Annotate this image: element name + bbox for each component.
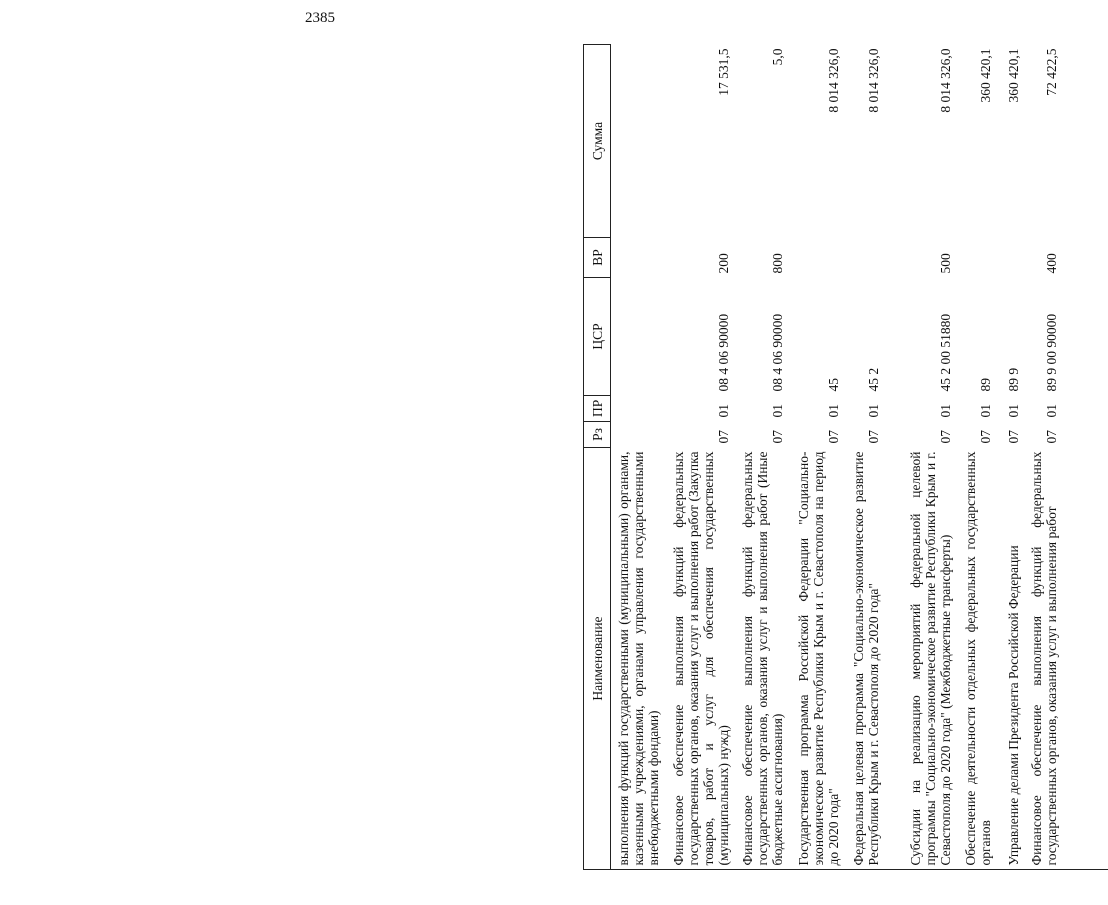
row-vr: 800 — [769, 253, 785, 274]
row-name: Финансовое обеспечение выполнения функций федеральных государственных органов, оказания услуг и выполнения работ (Иные бюджетные ассигнования) — [739, 451, 785, 866]
row-vr — [843, 238, 883, 278]
row-pr: 01 — [715, 404, 731, 418]
page-number: 2385 — [305, 10, 335, 26]
row-rz: 07 — [865, 430, 881, 444]
header-pr: ПР — [584, 396, 611, 422]
row-name: Федеральная целевая программа "Социально-экономическое развитие Республики Крым и г. Севастополя до 2020 года" — [850, 451, 881, 866]
row-vr: 500 — [937, 253, 953, 274]
row-csr: 08 4 06 90000 — [769, 313, 785, 392]
row-sum: 72 422,5 — [1043, 48, 1059, 96]
header-vr: ВР — [584, 238, 611, 278]
table-row — [995, 45, 1023, 870]
row-csr — [611, 278, 663, 396]
header-name: Наименование — [584, 448, 611, 870]
row-name: Финансовое обеспечение выполнения функций федеральных государственных органов, оказания услуг и выполнения работ (Закупка товаров, работ и услуг для обеспечения государственных (муниципальных) нужд) — [670, 451, 731, 866]
row-vr — [955, 238, 995, 278]
row-rz: 07 — [937, 430, 953, 444]
table-row — [663, 45, 733, 870]
table-row — [883, 45, 955, 870]
row-name: Субсидии на реализацию мероприятий федеральной целевой программы "Социально-экономическое развитие Республики Крым и г. Севастополя до 2020 года" (Межбюджетные трансферты) — [907, 451, 953, 866]
row-sum: 8 014 326,0 — [937, 48, 953, 113]
row-vr — [995, 238, 1023, 278]
row-csr: 45 2 00 51880 — [937, 313, 953, 392]
table-row — [843, 45, 883, 870]
row-pr: 01 — [937, 404, 953, 418]
budget-table-rotated — [583, 45, 1108, 870]
row-sum: 17 531,5 — [715, 48, 731, 96]
header-csr: ЦСР — [584, 278, 611, 396]
row-rz: 07 — [769, 430, 785, 444]
row-vr — [611, 238, 663, 278]
row-csr: 08 4 06 90000 — [715, 313, 731, 392]
table-row — [1023, 45, 1061, 870]
budget-table — [583, 44, 1061, 870]
row-vr: 200 — [715, 253, 731, 274]
row-csr: 89 9 — [1005, 367, 1021, 392]
row-pr — [611, 396, 663, 422]
row-sum: 8 014 326,0 — [865, 48, 881, 113]
row-csr: 89 9 00 90000 — [1043, 313, 1059, 392]
table-header-row — [584, 45, 611, 870]
row-sum: 360 420,1 — [977, 48, 993, 103]
row-name: Управление делами Президента Российской Федерации — [1005, 545, 1021, 866]
row-rz — [611, 422, 663, 448]
row-rz: 07 — [1043, 430, 1059, 444]
header-sum: Сумма — [584, 45, 611, 238]
row-sum: 360 420,1 — [1005, 48, 1021, 103]
row-csr: 89 — [977, 378, 993, 392]
row-vr — [787, 238, 843, 278]
row-sum — [611, 45, 663, 238]
row-name: Государственная программа Российской Федерации "Социально-экономическое развитие Республики Крым и г. Севастополя на период до 2020 года" — [795, 451, 841, 866]
table-row — [787, 45, 843, 870]
row-rz: 07 — [977, 430, 993, 444]
row-name: Финансовое обеспечение выполнения функций федеральных государственных органов, оказания услуг и выполнения работ — [1028, 451, 1059, 866]
table-row — [611, 45, 663, 870]
table-row — [733, 45, 787, 870]
row-pr: 01 — [1005, 404, 1021, 418]
row-vr: 400 — [1043, 253, 1059, 274]
row-pr: 01 — [865, 404, 881, 418]
table-left-border — [583, 869, 1108, 870]
row-name: выполнения функций государственными (муниципальными) органами, казенными учреждениями, органами управления государственными внебюджетными фондами) — [615, 451, 661, 866]
row-rz: 07 — [1005, 430, 1021, 444]
row-rz: 07 — [715, 430, 731, 444]
row-rz: 07 — [825, 430, 841, 444]
row-sum: 8 014 326,0 — [825, 48, 841, 113]
row-pr: 01 — [1043, 404, 1059, 418]
header-rz: Рз — [584, 422, 611, 448]
table-row — [955, 45, 995, 870]
row-name: Обеспечение деятельности отдельных федеральных государственных органов — [962, 451, 993, 866]
row-pr: 01 — [825, 404, 841, 418]
row-pr: 01 — [769, 404, 785, 418]
row-csr: 45 2 — [865, 367, 881, 392]
row-sum: 5,0 — [769, 48, 785, 66]
row-csr: 45 — [825, 378, 841, 392]
row-pr: 01 — [977, 404, 993, 418]
